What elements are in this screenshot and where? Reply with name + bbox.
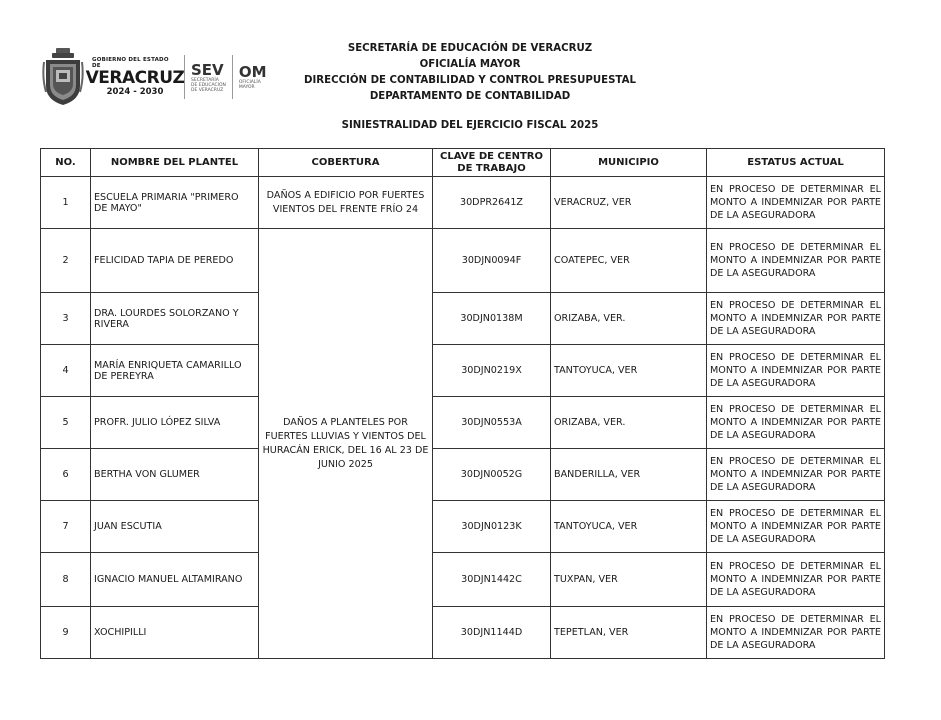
table-row [41, 553, 885, 607]
clave-cell: 30DJN0123K [433, 501, 551, 553]
om-full-line: MAYOR [238, 85, 255, 90]
row-number: 6 [41, 449, 91, 501]
table-row [41, 345, 885, 397]
sev-full-line: SECRETARÍA [191, 77, 219, 83]
sev-logo [191, 62, 226, 93]
clave-cell: 30DJN0094F [433, 229, 551, 293]
municipio-cell: BANDERILLA, VER [551, 449, 707, 501]
header-line-oficialia: OFICIALÍA MAYOR [419, 59, 521, 70]
row-number: 7 [41, 501, 91, 553]
plantel-name: MARÍA ENRIQUETA CAMARILLO DE PEREYRA [91, 345, 259, 397]
row-number: 5 [41, 397, 91, 449]
estatus-cell: EN PROCESO DE DETERMINAR EL MONTO A INDEMNIZAR POR PARTE DE LA ASEGURADORA [707, 553, 885, 607]
municipio-cell: COATEPEC, VER [551, 229, 707, 293]
clave-cell: 30DJN0052G [433, 449, 551, 501]
table-row [41, 607, 885, 659]
table-row [41, 177, 885, 229]
row-number: 8 [41, 553, 91, 607]
column-header-cobertura: COBERTURA [259, 149, 433, 177]
clave-cell: 30DPR2641Z [433, 177, 551, 229]
estatus-cell: EN PROCESO DE DETERMINAR EL MONTO A INDEMNIZAR POR PARTE DE LA ASEGURADORA [707, 449, 885, 501]
estatus-cell: EN PROCESO DE DETERMINAR EL MONTO A INDEMNIZAR POR PARTE DE LA ASEGURADORA [707, 501, 885, 553]
header-line-direccion: DIRECCIÓN DE CONTABILIDAD Y CONTROL PRESUPUESTAL [304, 75, 636, 86]
row-number: 2 [41, 229, 91, 293]
document-header [250, 41, 690, 105]
document-title: SINIESTRALIDAD DEL EJERCICIO FISCAL 2025 [341, 120, 599, 131]
estatus-cell: EN PROCESO DE DETERMINAR EL MONTO A INDEMNIZAR POR PARTE DE LA ASEGURADORA [707, 345, 885, 397]
plantel-name: XOCHIPILLI [91, 607, 259, 659]
gobierno-label: GOBIERNO DEL ESTADO DE [92, 57, 169, 69]
plantel-name: FELICIDAD TAPIA DE PEREDO [91, 229, 259, 293]
clave-cell: 30DJN0553A [433, 397, 551, 449]
clave-cell: 30DJN1442C [433, 553, 551, 607]
table-row [41, 293, 885, 345]
estatus-cell: EN PROCESO DE DETERMINAR EL MONTO A INDEMNIZAR POR PARTE DE LA ASEGURADORA [707, 229, 885, 293]
table-header-row [41, 149, 885, 177]
table-row [41, 229, 885, 293]
logo-divider [184, 55, 185, 99]
om-full-line: OFICIALÍA [238, 80, 261, 85]
clave-cell: 30DJN0138M [433, 293, 551, 345]
clave-cell: 30DJN1144D [433, 607, 551, 659]
column-header-no: NO. [41, 149, 91, 177]
estatus-cell: EN PROCESO DE DETERMINAR EL MONTO A INDEMNIZAR POR PARTE DE LA ASEGURADORA [707, 293, 885, 345]
state-seal-icon [42, 48, 84, 106]
sev-full-line: DE VERACRUZ [191, 87, 224, 93]
row-number: 4 [41, 345, 91, 397]
sev-acronym: SEV [191, 60, 224, 79]
government-period: 2024 - 2030 [106, 87, 164, 97]
coverage-cell: DAÑOS A PLANTELES POR FUERTES LLUVIAS Y VIENTOS DEL HURACÁN ERICK, DEL 16 AL 23 DE JUNIO 2025 [259, 229, 433, 659]
row-number: 3 [41, 293, 91, 345]
table-row [41, 501, 885, 553]
table-row [41, 449, 885, 501]
logo-divider [232, 55, 233, 99]
municipio-cell: ORIZABA, VER. [551, 397, 707, 449]
municipio-cell: VERACRUZ, VER [551, 177, 707, 229]
government-logo-block [42, 46, 267, 108]
plantel-name: JUAN ESCUTIA [91, 501, 259, 553]
estatus-cell: EN PROCESO DE DETERMINAR EL MONTO A INDEMNIZAR POR PARTE DE LA ASEGURADORA [707, 177, 885, 229]
coverage-cell: DAÑOS A EDIFICIO POR FUERTES VIENTOS DEL FRENTE FRÍO 24 [259, 177, 433, 229]
municipio-cell: TUXPAN, VER [551, 553, 707, 607]
column-header-municipio: MUNICIPIO [551, 149, 707, 177]
row-number: 1 [41, 177, 91, 229]
plantel-name: PROFR. JULIO LÓPEZ SILVA [91, 397, 259, 449]
table-row [41, 397, 885, 449]
estatus-cell: EN PROCESO DE DETERMINAR EL MONTO A INDEMNIZAR POR PARTE DE LA ASEGURADORA [707, 397, 885, 449]
header-line-secretaria: SECRETARÍA DE EDUCACIÓN DE VERACRUZ [347, 43, 593, 54]
estatus-cell: EN PROCESO DE DETERMINAR EL MONTO A INDEMNIZAR POR PARTE DE LA ASEGURADORA [707, 607, 885, 659]
municipio-cell: TANTOYUCA, VER [551, 345, 707, 397]
sev-full-line: DE EDUCACIÓN [191, 82, 226, 88]
plantel-name: BERTHA VON GLUMER [91, 449, 259, 501]
siniestralidad-table [40, 148, 885, 659]
om-acronym: OM [238, 63, 267, 81]
header-line-departamento: DEPARTAMENTO DE CONTABILIDAD [369, 91, 571, 102]
plantel-name: IGNACIO MANUEL ALTAMIRANO [91, 553, 259, 607]
column-header-estatus: ESTATUS ACTUAL [707, 149, 885, 177]
column-header-plantel: NOMBRE DEL PLANTEL [91, 149, 259, 177]
veracruz-wordmark [85, 57, 185, 97]
plantel-name: DRA. LOURDES SOLORZANO Y RIVERA [91, 293, 259, 345]
plantel-name: ESCUELA PRIMARIA "PRIMERO DE MAYO" [91, 177, 259, 229]
clave-cell: 30DJN0219X [433, 345, 551, 397]
municipio-cell: ORIZABA, VER. [551, 293, 707, 345]
column-header-clave: CLAVE DE CENTRO DE TRABAJO [433, 149, 551, 177]
row-number: 9 [41, 607, 91, 659]
municipio-cell: TANTOYUCA, VER [551, 501, 707, 553]
municipio-cell: TEPETLAN, VER [551, 607, 707, 659]
state-name: VERACRUZ [85, 68, 185, 88]
